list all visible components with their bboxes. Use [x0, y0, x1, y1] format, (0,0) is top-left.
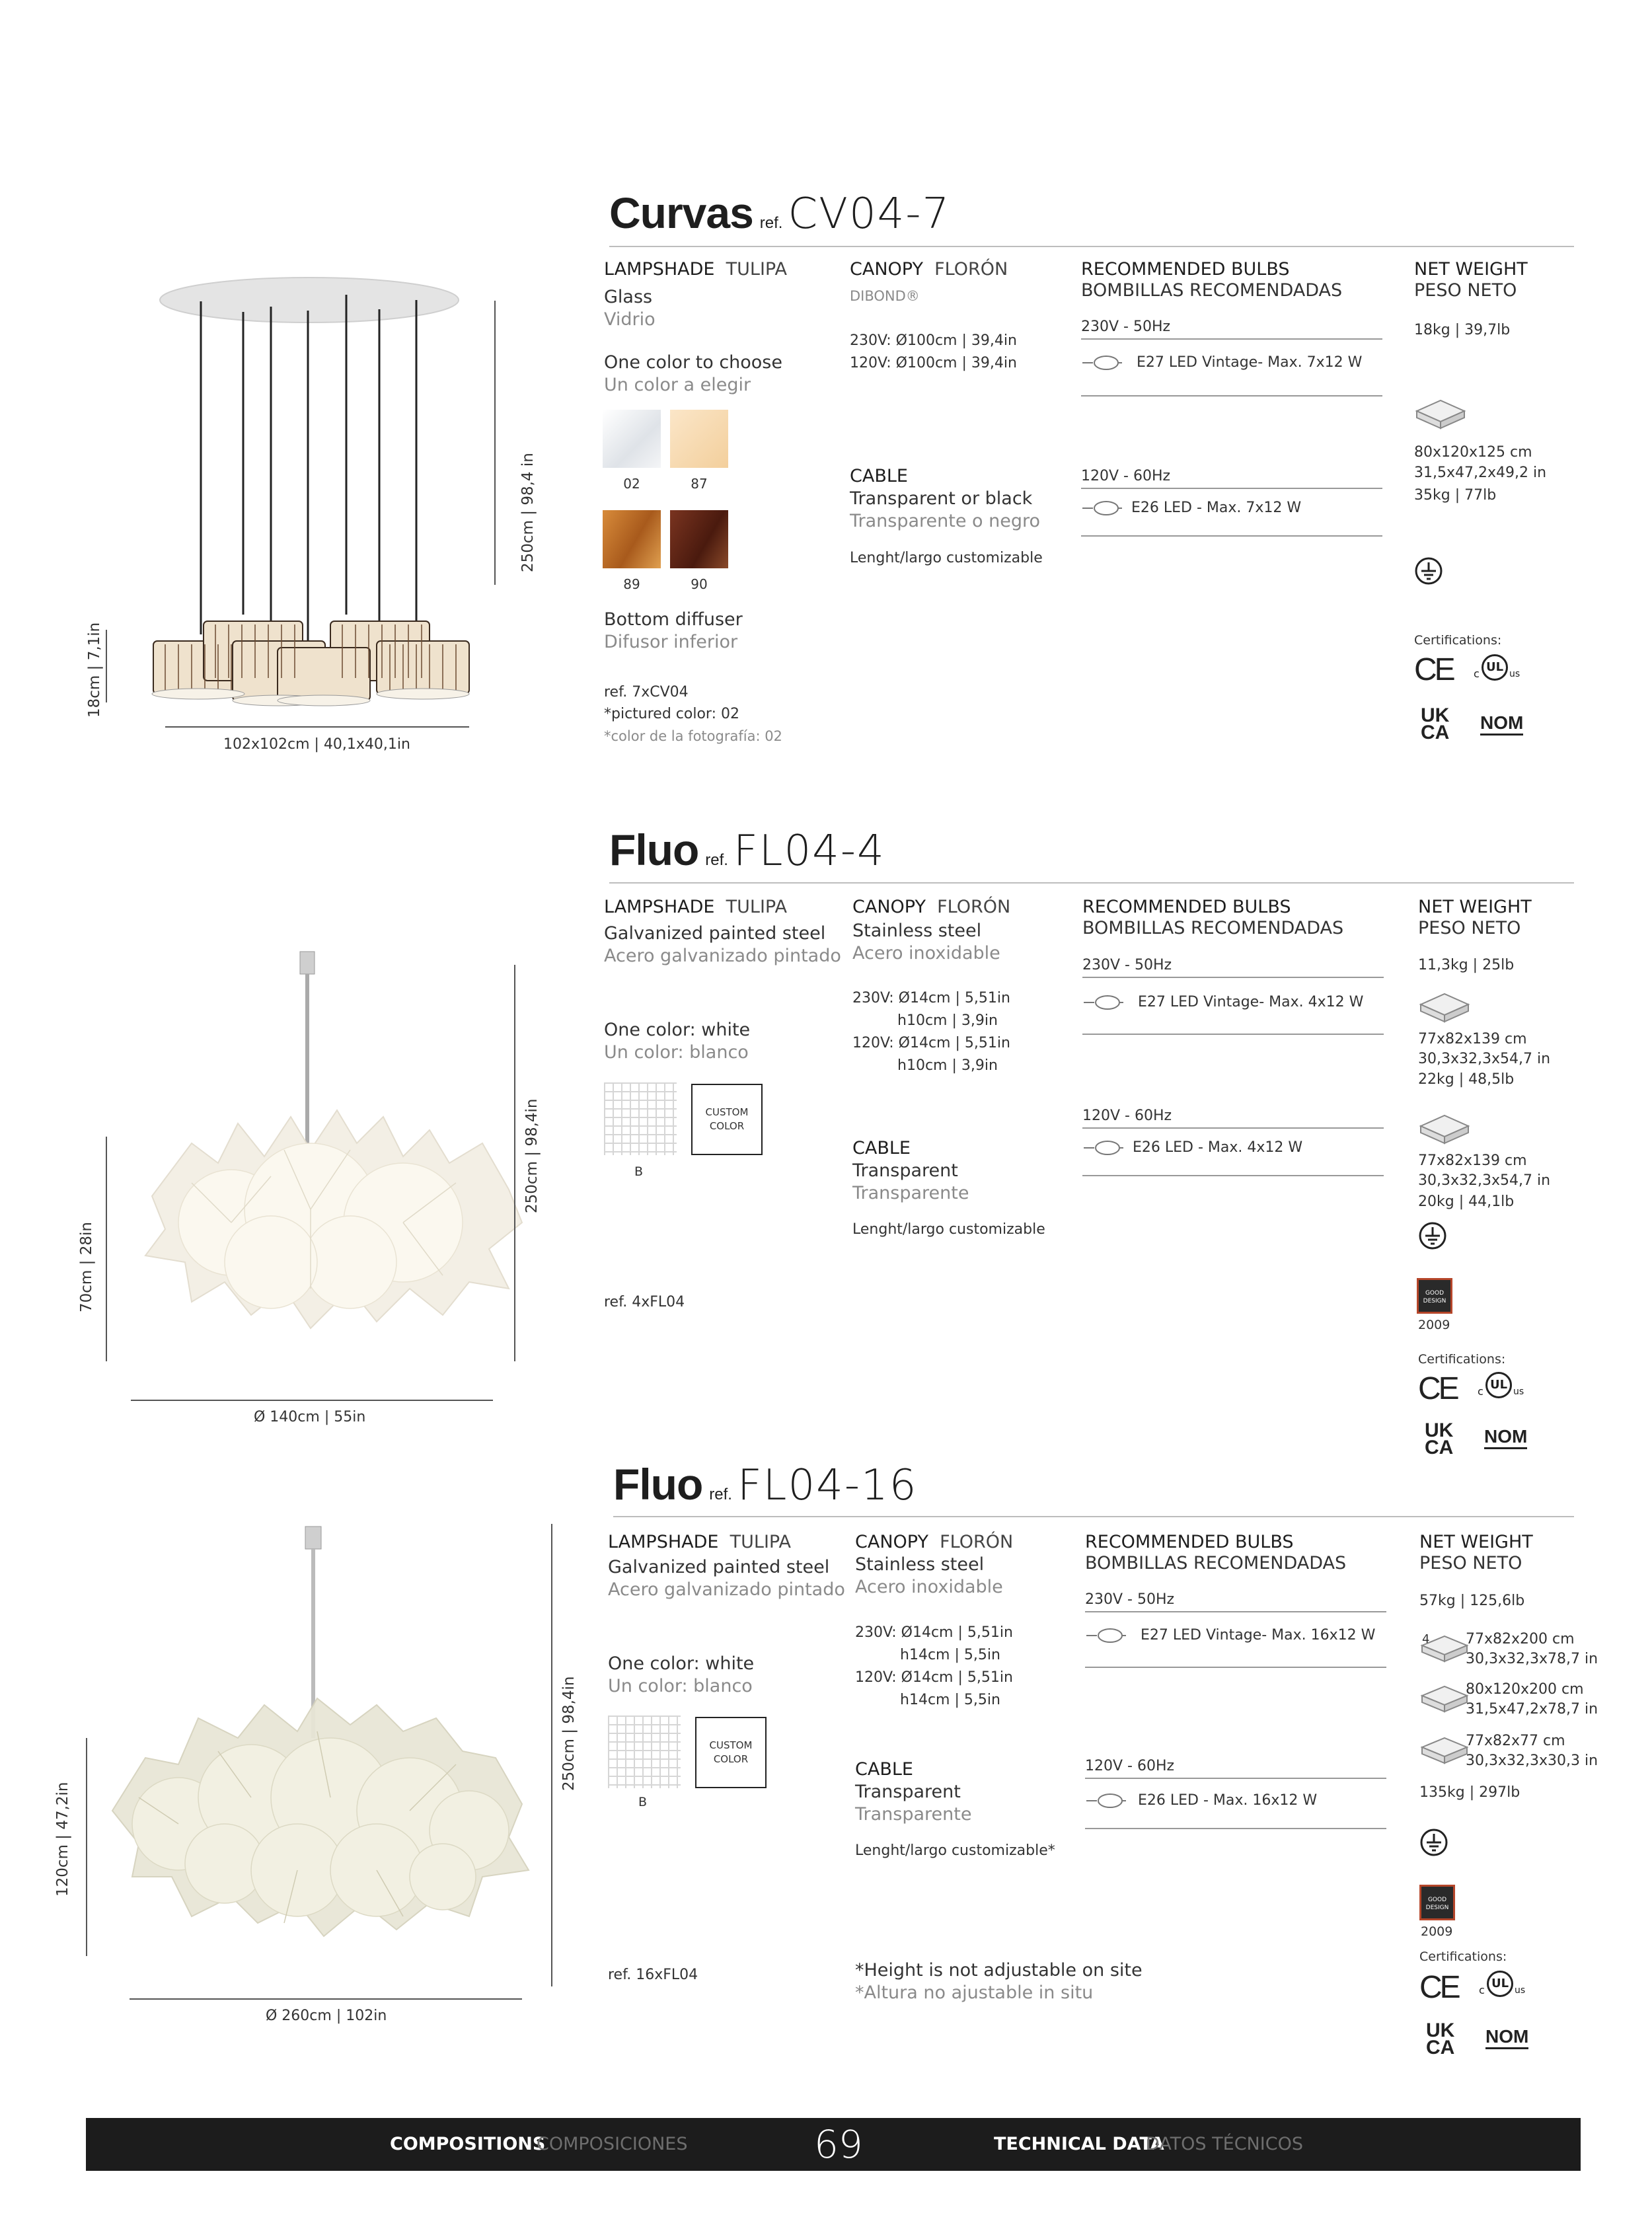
fluo16-title: Fluo ref. FL04-16 — [613, 1460, 918, 1510]
fluo16-custom-color: CUSTOM COLOR — [695, 1717, 767, 1788]
curvas-title: Curvas ref. CV04-7 — [609, 188, 951, 239]
fluo4-cable-es: Transparente — [852, 1183, 969, 1203]
bulb-icon — [1085, 1627, 1127, 1647]
curvas-width-label: 102x102cm | 40,1x40,1in — [223, 736, 410, 753]
curvas-bulb-rule-3 — [1081, 488, 1382, 489]
fluo4-ref-line: ref. 4xFL04 — [604, 1294, 685, 1310]
curvas-canopy-120: 120V: Ø100cm | 39,4in — [850, 355, 1017, 371]
curvas-ref-line: ref. 7xCV04 — [604, 684, 689, 700]
nom-mark-icon: NOM — [1480, 712, 1523, 736]
curvas-weight-header-es: PESO NETO — [1414, 280, 1517, 301]
curvas-pallet-in: 31,5x47,2x49,2 in — [1414, 465, 1547, 481]
fluo4-p1-weight: 22kg | 48,5lb — [1418, 1071, 1515, 1088]
curvas-bulb-230: E27 LED Vintage- Max. 7x12 W — [1137, 354, 1363, 371]
fluo16-p1-in: 30,3x32,3x78,7 in — [1466, 1651, 1598, 1667]
curvas-bulb-rule-4 — [1081, 535, 1382, 537]
footer-section-en: COMPOSITIONS — [390, 2134, 546, 2154]
fluo4-weight-header-en: NET WEIGHT — [1418, 897, 1532, 917]
good-design-award-icon: GOOD DESIGN — [1419, 1885, 1455, 1920]
fluo4-body-height-line — [106, 1137, 107, 1361]
fluo4-bulb-rule-1 — [1082, 977, 1384, 978]
swatch-90-label: 90 — [691, 576, 708, 592]
fluo16-swatch-white — [608, 1716, 681, 1788]
fluo4-weight: 11,3kg | 25lb — [1418, 957, 1515, 973]
fluo16-bulb-rule-2 — [1085, 1667, 1386, 1668]
fluo16-canopy-120a: 120V: Ø14cm | 5,51in — [855, 1669, 1013, 1686]
curvas-canopy-material: DIBOND® — [850, 288, 920, 304]
curvas-pictured-en: *pictured color: 02 — [604, 706, 739, 722]
curvas-lamp-image — [79, 271, 542, 734]
fluo4-lampshade-header: LAMPSHADE TULIPA — [604, 897, 787, 917]
fluo4-swatch-white — [604, 1082, 677, 1155]
fluo4-cable-header: CABLE — [852, 1138, 911, 1158]
curvas-voltage-120: 120V - 60Hz — [1081, 468, 1171, 484]
fluo4-canopy-en: Stainless steel — [852, 921, 982, 941]
fluo16-canopy-en: Stainless steel — [855, 1554, 985, 1575]
fluo16-bulb-rule-1 — [1085, 1611, 1386, 1612]
fluo16-color-es: Un color: blanco — [608, 1676, 753, 1696]
fluo4-bulb-120: E26 LED - Max. 4x12 W — [1133, 1139, 1303, 1156]
fluo4-p1-dim: 77x82x139 cm — [1418, 1031, 1527, 1047]
fluo16-voltage-120: 120V - 60Hz — [1085, 1758, 1175, 1774]
fluo16-cable-length: Lenght/largo customizable* — [855, 1842, 1055, 1859]
fluo4-custom-color: CUSTOM COLOR — [691, 1084, 763, 1155]
fluo16-bulb-120: E26 LED - Max. 16x12 W — [1138, 1792, 1318, 1809]
fluo16-cable-es: Transparente — [855, 1804, 972, 1825]
fluo16-color-en: One color: white — [608, 1653, 755, 1674]
pallet-icon — [1418, 990, 1471, 1026]
fluo4-bulbs-header-en: RECOMMENDED BULBS — [1082, 897, 1291, 917]
fluo16-cable-en: Transparent — [855, 1782, 961, 1802]
curvas-bulbs-header-es: BOMBILLAS RECOMENDADAS — [1081, 280, 1343, 301]
bulb-icon — [1081, 500, 1123, 519]
fluo16-canopy-230b: h14cm | 5,5in — [900, 1647, 1000, 1663]
swatch-87-label: 87 — [691, 476, 708, 492]
fluo16-p3-dim: 77x82x77 cm — [1466, 1733, 1565, 1749]
fluo16-bulbs-header-en: RECOMMENDED BULBS — [1085, 1532, 1294, 1552]
fluo4-cable-en: Transparent — [852, 1160, 958, 1181]
page-number: 69 — [814, 2122, 863, 2167]
fluo4-color-es: Un color: blanco — [604, 1042, 749, 1063]
fluo16-bulb-rule-4 — [1085, 1828, 1386, 1829]
ce-mark-icon: CE — [1414, 652, 1453, 687]
fluo4-width-line — [131, 1400, 493, 1401]
fluo4-canopy-es: Acero inoxidable — [852, 943, 1000, 963]
curvas-pallet-weight: 35kg | 77lb — [1414, 487, 1497, 504]
fluo16-lampshade-header: LAMPSHADE TULIPA — [608, 1532, 791, 1552]
fluo4-p1-in: 30,3x32,3x54,7 in — [1418, 1051, 1551, 1067]
curvas-bulb-rule-1 — [1081, 338, 1382, 340]
swatch-89-label: 89 — [623, 576, 640, 592]
fluo16-weight-header-es: PESO NETO — [1419, 1553, 1522, 1573]
curvas-title-rule — [609, 246, 1574, 247]
curvas-height-line — [494, 301, 496, 585]
fluo4-title: Fluo ref. FL04-4 — [609, 825, 885, 876]
fluo4-canopy-header: CANOPY FLORÓN — [852, 897, 1011, 917]
curvas-cable-length: Lenght/largo customizable — [850, 550, 1043, 566]
fluo16-lamp-image — [99, 1520, 548, 1943]
ce-mark-icon: CE — [1418, 1371, 1457, 1406]
bulb-icon — [1082, 1139, 1125, 1159]
good-design-award-icon: GOOD DESIGN — [1417, 1278, 1452, 1314]
curvas-pallet-dim: 80x120x125 cm — [1414, 444, 1532, 461]
curvas-lamp-material-es: Vidrio — [604, 309, 656, 330]
fluo4-p2-dim: 77x82x139 cm — [1418, 1152, 1527, 1169]
ukca-mark-icon: UK CA — [1425, 1419, 1454, 1458]
fluo4-certifications-label: Certifications: — [1418, 1352, 1506, 1367]
fluo16-cable-header: CABLE — [855, 1759, 913, 1780]
fluo16-width-label: Ø 260cm | 102in — [266, 2008, 387, 2024]
fluo4-p2-in: 30,3x32,3x54,7 in — [1418, 1172, 1551, 1189]
fluo16-award-year: 2009 — [1421, 1924, 1453, 1939]
pallet-icon — [1414, 396, 1467, 432]
fluo16-certifications-label: Certifications: — [1419, 1949, 1507, 1964]
fluo16-lamp-material-en: Galvanized painted steel — [608, 1557, 830, 1577]
curvas-color-choice-en: One color to choose — [604, 352, 782, 373]
fluo4-award-year: 2009 — [1418, 1318, 1450, 1332]
curvas-shade-height-label: 18cm | 7,1in — [86, 622, 103, 718]
fluo4-width-label: Ø 140cm | 55in — [254, 1409, 366, 1425]
swatch-90 — [670, 510, 728, 568]
fluo16-body-height-label: 120cm | 47,2in — [54, 1782, 71, 1897]
fluo16-width-line — [130, 1998, 522, 2000]
ce-mark-icon: CE — [1419, 1970, 1458, 2005]
fluo4-voltage-230: 230V - 50Hz — [1082, 957, 1172, 973]
fluo4-bulb-230: E27 LED Vintage- Max. 4x12 W — [1138, 994, 1364, 1010]
fluo4-bulb-rule-4 — [1082, 1175, 1384, 1176]
fluo4-voltage-120: 120V - 60Hz — [1082, 1108, 1172, 1124]
curvas-diffuser-en: Bottom diffuser — [604, 609, 743, 630]
ground-symbol-icon — [1419, 1828, 1448, 1860]
curvas-voltage-230: 230V - 50Hz — [1081, 319, 1171, 335]
fluo4-height-label: 250cm | 98,4in — [523, 1098, 541, 1213]
fluo4-bulbs-header-es: BOMBILLAS RECOMENDADAS — [1082, 918, 1344, 938]
bulb-icon — [1085, 1792, 1127, 1812]
fluo4-bulb-rule-3 — [1082, 1127, 1384, 1129]
curvas-color-choice-es: Un color a elegir — [604, 375, 751, 395]
fluo4-canopy-120a: 120V: Ø14cm | 5,51in — [852, 1035, 1010, 1051]
footer-chapter-es: DATOS TÉCNICOS — [1146, 2134, 1303, 2154]
curvas-weight-header-en: NET WEIGHT — [1414, 259, 1528, 280]
pallet-icon — [1419, 1682, 1470, 1717]
curvas-bulb-120: E26 LED - Max. 7x12 W — [1131, 500, 1302, 516]
curvas-height-label: 250cm | 98,4 in — [519, 453, 537, 572]
footer-chapter-en: TECHNICAL DATA — [994, 2134, 1164, 2154]
fluo4-canopy-230a: 230V: Ø14cm | 5,51in — [852, 990, 1010, 1006]
curvas-shade-height-line — [106, 630, 107, 702]
fluo16-weight: 57kg | 125,6lb — [1419, 1593, 1525, 1609]
fluo16-bulbs-header-es: BOMBILLAS RECOMENDADAS — [1085, 1553, 1347, 1573]
ground-symbol-icon — [1418, 1221, 1447, 1253]
fluo4-lamp-image — [112, 945, 562, 1341]
nom-mark-icon: NOM — [1485, 2026, 1528, 2049]
bulb-icon — [1082, 994, 1125, 1014]
fluo16-note-es: *Altura no ajustable in situ — [855, 1982, 1094, 2003]
curvas-diffuser-es: Difusor inferior — [604, 632, 738, 652]
fluo4-canopy-230b: h10cm | 3,9in — [897, 1012, 998, 1029]
fluo16-voltage-230: 230V - 50Hz — [1085, 1591, 1175, 1608]
fluo16-weight-header-en: NET WEIGHT — [1419, 1532, 1533, 1552]
curvas-lampshade-header: LAMPSHADE TULIPA — [604, 259, 787, 280]
curvas-bulb-rule-2 — [1081, 395, 1382, 396]
swatch-02 — [603, 410, 661, 468]
fluo16-p3-in: 30,3x32,3x30,3 in — [1466, 1753, 1598, 1769]
curvas-pictured-es: *color de la fotografía: 02 — [604, 728, 782, 744]
fluo16-canopy-120b: h14cm | 5,5in — [900, 1692, 1000, 1708]
page-footer — [86, 2118, 1581, 2171]
bulb-icon — [1081, 354, 1123, 374]
fluo16-p1-dim: 77x82x200 cm — [1466, 1631, 1575, 1647]
pallet-icon — [1418, 1112, 1471, 1147]
fluo4-canopy-120b: h10cm | 3,9in — [897, 1057, 998, 1074]
fluo16-canopy-header: CANOPY FLORÓN — [855, 1532, 1014, 1552]
fluo16-swatch-code: B — [638, 1795, 648, 1809]
fluo16-canopy-es: Acero inoxidable — [855, 1577, 1003, 1597]
fluo16-p2-in: 31,5x47,2x78,7 in — [1466, 1701, 1598, 1717]
fluo4-cable-length: Lenght/largo customizable — [852, 1221, 1045, 1238]
curvas-width-line — [165, 726, 469, 728]
curvas-cable-es: Transparente o negro — [850, 511, 1041, 531]
swatch-87 — [670, 410, 728, 468]
fluo16-canopy-230a: 230V: Ø14cm | 5,51in — [855, 1624, 1013, 1641]
curvas-lamp-material-en: Glass — [604, 287, 653, 307]
fluo4-title-rule — [609, 882, 1574, 884]
ground-symbol-icon — [1414, 556, 1443, 588]
swatch-02-label: 02 — [623, 476, 640, 492]
curvas-canopy-230: 230V: Ø100cm | 39,4in — [850, 332, 1017, 349]
fluo16-pallet-total: 135kg | 297lb — [1419, 1784, 1521, 1801]
fluo4-weight-header-es: PESO NETO — [1418, 918, 1521, 938]
fluo16-bulb-230: E27 LED Vintage- Max. 16x12 W — [1141, 1627, 1376, 1643]
curvas-cable-en: Transparent or black — [850, 488, 1033, 509]
fluo4-color-en: One color: white — [604, 1020, 751, 1040]
fluo16-p2-dim: 80x120x200 cm — [1466, 1681, 1584, 1698]
fluo16-lamp-material-es: Acero galvanizado pintado — [608, 1579, 845, 1600]
curvas-certifications-label: Certifications: — [1414, 633, 1502, 648]
fluo16-ref-line: ref. 16xFL04 — [608, 1967, 698, 1983]
fluo4-body-height-label: 70cm | 28in — [78, 1222, 95, 1312]
curvas-weight: 18kg | 39,7lb — [1414, 322, 1511, 338]
fluo4-p2-weight: 20kg | 44,1lb — [1418, 1193, 1515, 1210]
fluo4-bulb-rule-2 — [1082, 1034, 1384, 1035]
pallet-icon — [1419, 1734, 1470, 1768]
fluo16-body-height-line — [86, 1738, 87, 1956]
curvas-bulbs-header-en: RECOMMENDED BULBS — [1081, 259, 1290, 280]
fluo4-height-line — [514, 965, 515, 1361]
fluo16-height-label: 250cm | 98,4in — [560, 1676, 578, 1791]
fluo16-height-line — [551, 1524, 552, 1986]
ukca-mark-icon: UK CA — [1421, 704, 1450, 743]
fluo16-pallet-count: 4 — [1422, 1632, 1430, 1646]
fluo4-swatch-code: B — [634, 1164, 644, 1179]
fluo4-lamp-material-es: Acero galvanizado pintado — [604, 946, 841, 966]
footer-section-es: COMPOSICIONES — [537, 2134, 688, 2154]
fluo16-title-rule — [613, 1516, 1574, 1517]
swatch-89 — [603, 510, 661, 568]
nom-mark-icon: NOM — [1484, 1426, 1527, 1449]
fluo16-bulb-rule-3 — [1085, 1778, 1386, 1779]
fluo4-lamp-material-en: Galvanized painted steel — [604, 923, 826, 944]
ukca-mark-icon: UK CA — [1426, 2019, 1455, 2058]
curvas-cable-header: CABLE — [850, 466, 908, 486]
fluo16-note-en: *Height is not adjustable on site — [855, 1960, 1143, 1981]
curvas-canopy-header: CANOPY FLORÓN — [850, 259, 1008, 280]
